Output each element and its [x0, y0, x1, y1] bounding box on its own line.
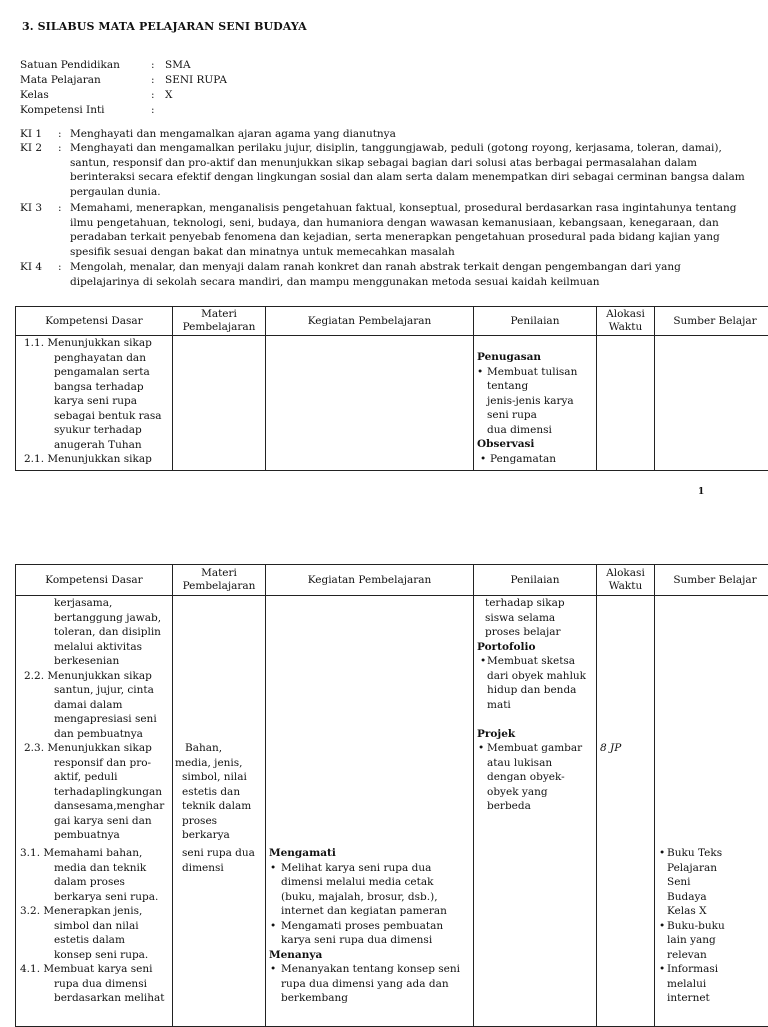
- text-line: syukur terhadap: [54, 423, 142, 438]
- ki-line: pergaulan dunia.: [70, 185, 760, 200]
- bullet-icon: •: [478, 741, 484, 756]
- meta-key: Kompetensi Inti: [20, 103, 105, 117]
- text-line: Melihat karya seni rupa dua: [281, 861, 431, 876]
- header-line: Pembelajaran: [173, 580, 265, 593]
- text-line: atau lukisan: [487, 756, 552, 771]
- meta-key: Satuan Pendidikan: [20, 58, 120, 72]
- text-line: bangsa terhadap: [54, 380, 144, 395]
- cell-sumber: [655, 336, 768, 471]
- text-line: bertanggung jawab,: [54, 611, 161, 626]
- text-line: 2.3. Menunjukkan sikap: [24, 741, 152, 756]
- text-line: penghayatan dan: [54, 351, 146, 366]
- text-line: hidup dan benda: [487, 683, 576, 698]
- text-line: Portofolio: [477, 640, 536, 655]
- text-line: dalam proses: [54, 875, 125, 890]
- text-line: tentang: [487, 379, 528, 394]
- ki-colon: :: [58, 127, 62, 142]
- syllabus-table-1: [15, 306, 768, 471]
- header-sumber: Sumber Belajar: [655, 565, 768, 596]
- cell-kegiatan: [266, 596, 474, 1027]
- table-row: [16, 596, 768, 1027]
- ki-line: ilmu pengetahuan, teknologi, seni, budaya, dan humaniora dengan wawasan kemanusiaan, kebangsaan, kenegaraan, dan: [70, 216, 760, 231]
- header-kd: Kompetensi Dasar: [16, 565, 173, 596]
- text-line: Projek: [477, 727, 515, 742]
- header-line: Waktu: [597, 321, 654, 334]
- ki-text: [70, 260, 760, 289]
- text-line: berkembang: [281, 991, 348, 1006]
- text-line: konsep seni rupa.: [54, 948, 148, 963]
- ki-label: KI 2: [20, 141, 42, 156]
- text-line: Seni: [667, 875, 691, 890]
- ki-label: KI 3: [20, 201, 42, 216]
- ki-label: KI 1: [20, 127, 42, 142]
- text-line: relevan: [667, 948, 707, 963]
- meta-colon: :: [151, 103, 155, 117]
- text-line: Pelajaran: [667, 861, 717, 876]
- header-line: Waktu: [597, 580, 654, 593]
- text-line: melalui: [667, 977, 706, 992]
- cell-kd: [16, 596, 173, 1027]
- text-line: dimensi melalui media cetak: [281, 875, 434, 890]
- header-materi: [173, 565, 266, 596]
- text-line: 2.2. Menunjukkan sikap: [24, 669, 152, 684]
- text-line: Membuat sketsa: [487, 654, 575, 669]
- text-line: responsif dan pro-: [54, 756, 151, 771]
- text-line: 3.2. Menerapkan jenis,: [20, 904, 142, 919]
- cell-materi: [173, 336, 266, 471]
- ki-line: santun, responsif dan pro-aktif dan menunjukkan sikap sebagai bagian dari solusi atas berbagai permasalahan dalam: [70, 156, 760, 171]
- cell-penilaian: [474, 336, 597, 471]
- text-line: dimensi: [182, 861, 224, 876]
- text-line: gai karya seni dan: [54, 814, 152, 829]
- text-line: mengapresiasi seni: [54, 712, 157, 727]
- ki-line: spesifik sesuai dengan bakat dan minatnya untuk memecahkan masalah: [70, 245, 760, 260]
- text-line: karya seni rupa: [54, 394, 137, 409]
- text-line: obyek yang: [487, 785, 548, 800]
- header-line: Alokasi: [597, 308, 654, 321]
- text-line: Pengamatan: [490, 452, 556, 467]
- header-sumber: Sumber Belajar: [655, 307, 768, 336]
- ki-line: dipelajarinya di sekolah secara mandiri, dan mampu menggunakan metoda sesuai kaidah keilmuan: [70, 275, 760, 290]
- meta-colon: :: [151, 58, 155, 72]
- text-line: Buku-buku: [667, 919, 725, 934]
- text-line: kerjasama,: [54, 596, 112, 611]
- header-kegiatan: Kegiatan Pembelajaran: [266, 307, 474, 336]
- text-line: berkarya seni rupa.: [54, 890, 158, 905]
- text-line: rupa dua dimensi yang ada dan: [281, 977, 449, 992]
- page-number: 1: [698, 487, 704, 497]
- ki-text: [70, 127, 760, 142]
- bullet-icon: •: [659, 846, 665, 861]
- header-materi: [173, 307, 266, 336]
- meta-value: X: [165, 88, 172, 102]
- text-line: berkesenian: [54, 654, 119, 669]
- bullet-icon: •: [477, 365, 483, 380]
- text-line: simbol, nilai: [182, 770, 247, 785]
- text-line: dua dimensi: [487, 423, 552, 438]
- text-line: dansesama,menghar: [54, 799, 164, 814]
- text-line: Membuat gambar: [487, 741, 582, 756]
- text-line: estetis dalam: [54, 933, 125, 948]
- cell-sumber: [655, 596, 768, 1027]
- bullet-icon: •: [480, 654, 486, 669]
- text-line: siswa selama: [485, 611, 555, 626]
- text-line: seni rupa dua: [182, 846, 255, 861]
- header-alokasi: [597, 307, 655, 336]
- syllabus-table-2: [15, 564, 768, 1027]
- ki-line: Mengolah, menalar, dan menyaji dalam ranah konkret dan ranah abstrak terkait dengan pengembangan dari yang: [70, 260, 760, 275]
- header-line: Alokasi: [597, 567, 654, 580]
- text-line: 1.1. Menunjukkan sikap: [24, 336, 152, 351]
- text-line: anugerah Tuhan: [54, 438, 142, 453]
- text-line: Mengamati proses pembuatan: [281, 919, 443, 934]
- header-alokasi: [597, 565, 655, 596]
- text-line: 4.1. Membuat karya seni: [20, 962, 153, 977]
- text-line: seni rupa: [487, 408, 537, 423]
- bullet-icon: •: [659, 962, 665, 977]
- bullet-icon: •: [480, 452, 486, 467]
- text-line: 2.1. Menunjukkan sikap: [24, 452, 152, 467]
- bullet-icon: •: [270, 962, 276, 977]
- text-line: aktif, peduli: [54, 770, 118, 785]
- bullet-icon: •: [270, 861, 276, 876]
- text-line: berdasarkan melihat: [54, 991, 164, 1006]
- meta-colon: :: [151, 73, 155, 87]
- meta-key: Mata Pelajaran: [20, 73, 101, 87]
- meta-value: SENI RUPA: [165, 73, 227, 87]
- text-line: pengamalan serta: [54, 365, 150, 380]
- text-line: berbeda: [487, 799, 531, 814]
- text-line: Menanya: [269, 948, 322, 963]
- header-kd: Kompetensi Dasar: [16, 307, 173, 336]
- cell-penilaian: [474, 596, 597, 1027]
- text-line: Penugasan: [477, 350, 541, 365]
- text-line: (buku, majalah, brosur, dsb.),: [281, 890, 438, 905]
- text-line: Mengamati: [269, 846, 336, 861]
- text-line: Buku Teks: [667, 846, 722, 861]
- header-penilaian: Penilaian: [474, 307, 597, 336]
- text-line: mati: [487, 698, 511, 713]
- text-line: 8 JP: [600, 741, 621, 756]
- bullet-icon: •: [659, 919, 665, 934]
- text-line: sebagai bentuk rasa: [54, 409, 162, 424]
- text-line: Informasi: [667, 962, 718, 977]
- text-line: Kelas X: [667, 904, 707, 919]
- ki-colon: :: [58, 141, 62, 156]
- ki-colon: :: [58, 201, 62, 216]
- text-line: proses: [182, 814, 217, 829]
- text-line: rupa dua dimensi: [54, 977, 147, 992]
- text-line: Observasi: [477, 437, 534, 452]
- text-line: santun, jujur, cinta: [54, 683, 154, 698]
- text-line: simbol dan nilai: [54, 919, 139, 934]
- text-line: lain yang: [667, 933, 716, 948]
- text-line: media dan teknik: [54, 861, 146, 876]
- text-line: 3.1. Memahami bahan,: [20, 846, 142, 861]
- text-line: berkarya: [182, 828, 230, 843]
- header-line: Materi: [173, 308, 265, 321]
- text-line: teknik dalam: [182, 799, 251, 814]
- text-line: dengan obyek-: [487, 770, 565, 785]
- cell-alokasi: [597, 336, 655, 471]
- ki-colon: :: [58, 260, 62, 275]
- cell-kd: [16, 336, 173, 471]
- text-line: Menanyakan tentang konsep seni: [281, 962, 460, 977]
- cell-materi: [173, 596, 266, 1027]
- text-line: Membuat tulisan: [487, 365, 577, 380]
- text-line: toleran, dan disiplin: [54, 625, 161, 640]
- text-line: pembuatnya: [54, 828, 120, 843]
- text-line: internet dan kegiatan pameran: [281, 904, 447, 919]
- cell-kegiatan: [266, 336, 474, 471]
- ki-line: peradaban terkait penyebab fenomena dan kejadian, serta menerapkan pengetahuan prosedural pada bidang kajian yang: [70, 230, 760, 245]
- text-line: Budaya: [667, 890, 707, 905]
- document-title: 3. SILABUS MATA PELAJARAN SENI BUDAYA: [22, 20, 307, 33]
- header-kegiatan: Kegiatan Pembelajaran: [266, 565, 474, 596]
- header-penilaian: Penilaian: [474, 565, 597, 596]
- table-header-row: [16, 307, 768, 336]
- text-line: karya seni rupa dua dimensi: [281, 933, 432, 948]
- text-line: media, jenis,: [175, 756, 243, 771]
- ki-line: Menghayati dan mengamalkan ajaran agama yang dianutnya: [70, 127, 760, 142]
- text-line: jenis-jenis karya: [487, 394, 574, 409]
- text-line: melalui aktivitas: [54, 640, 142, 655]
- cell-alokasi: [597, 596, 655, 1027]
- meta-colon: :: [151, 88, 155, 102]
- header-line: Materi: [173, 567, 265, 580]
- text-line: internet: [667, 991, 710, 1006]
- ki-text: [70, 141, 760, 199]
- text-line: dan pembuatnya: [54, 727, 143, 742]
- ki-text: [70, 201, 760, 259]
- text-line: damai dalam: [54, 698, 122, 713]
- ki-line: Menghayati dan mengamalkan perilaku jujur, disiplin, tanggungjawab, peduli (gotong royong, kerjasama, toleran, damai),: [70, 141, 760, 156]
- text-line: estetis dan: [182, 785, 240, 800]
- text-line: Bahan,: [185, 741, 222, 756]
- table-row: [16, 336, 768, 471]
- bullet-icon: •: [270, 919, 276, 934]
- ki-label: KI 4: [20, 260, 42, 275]
- meta-key: Kelas: [20, 88, 49, 102]
- text-line: terhadap sikap: [485, 596, 565, 611]
- table-header-row: [16, 565, 768, 596]
- meta-value: SMA: [165, 58, 191, 72]
- text-line: proses belajar: [485, 625, 560, 640]
- header-line: Pembelajaran: [173, 321, 265, 334]
- ki-line: berinteraksi secara efektif dengan lingkungan sosial dan alam serta dalam menempatkan diri sebagai cerminan bangsa dalam: [70, 170, 760, 185]
- ki-line: Memahami, menerapkan, menganalisis pengetahuan faktual, konseptual, prosedural berdasarkan rasa ingintahunya tentang: [70, 201, 760, 216]
- text-line: terhadaplingkungan: [54, 785, 162, 800]
- text-line: dari obyek mahluk: [487, 669, 586, 684]
